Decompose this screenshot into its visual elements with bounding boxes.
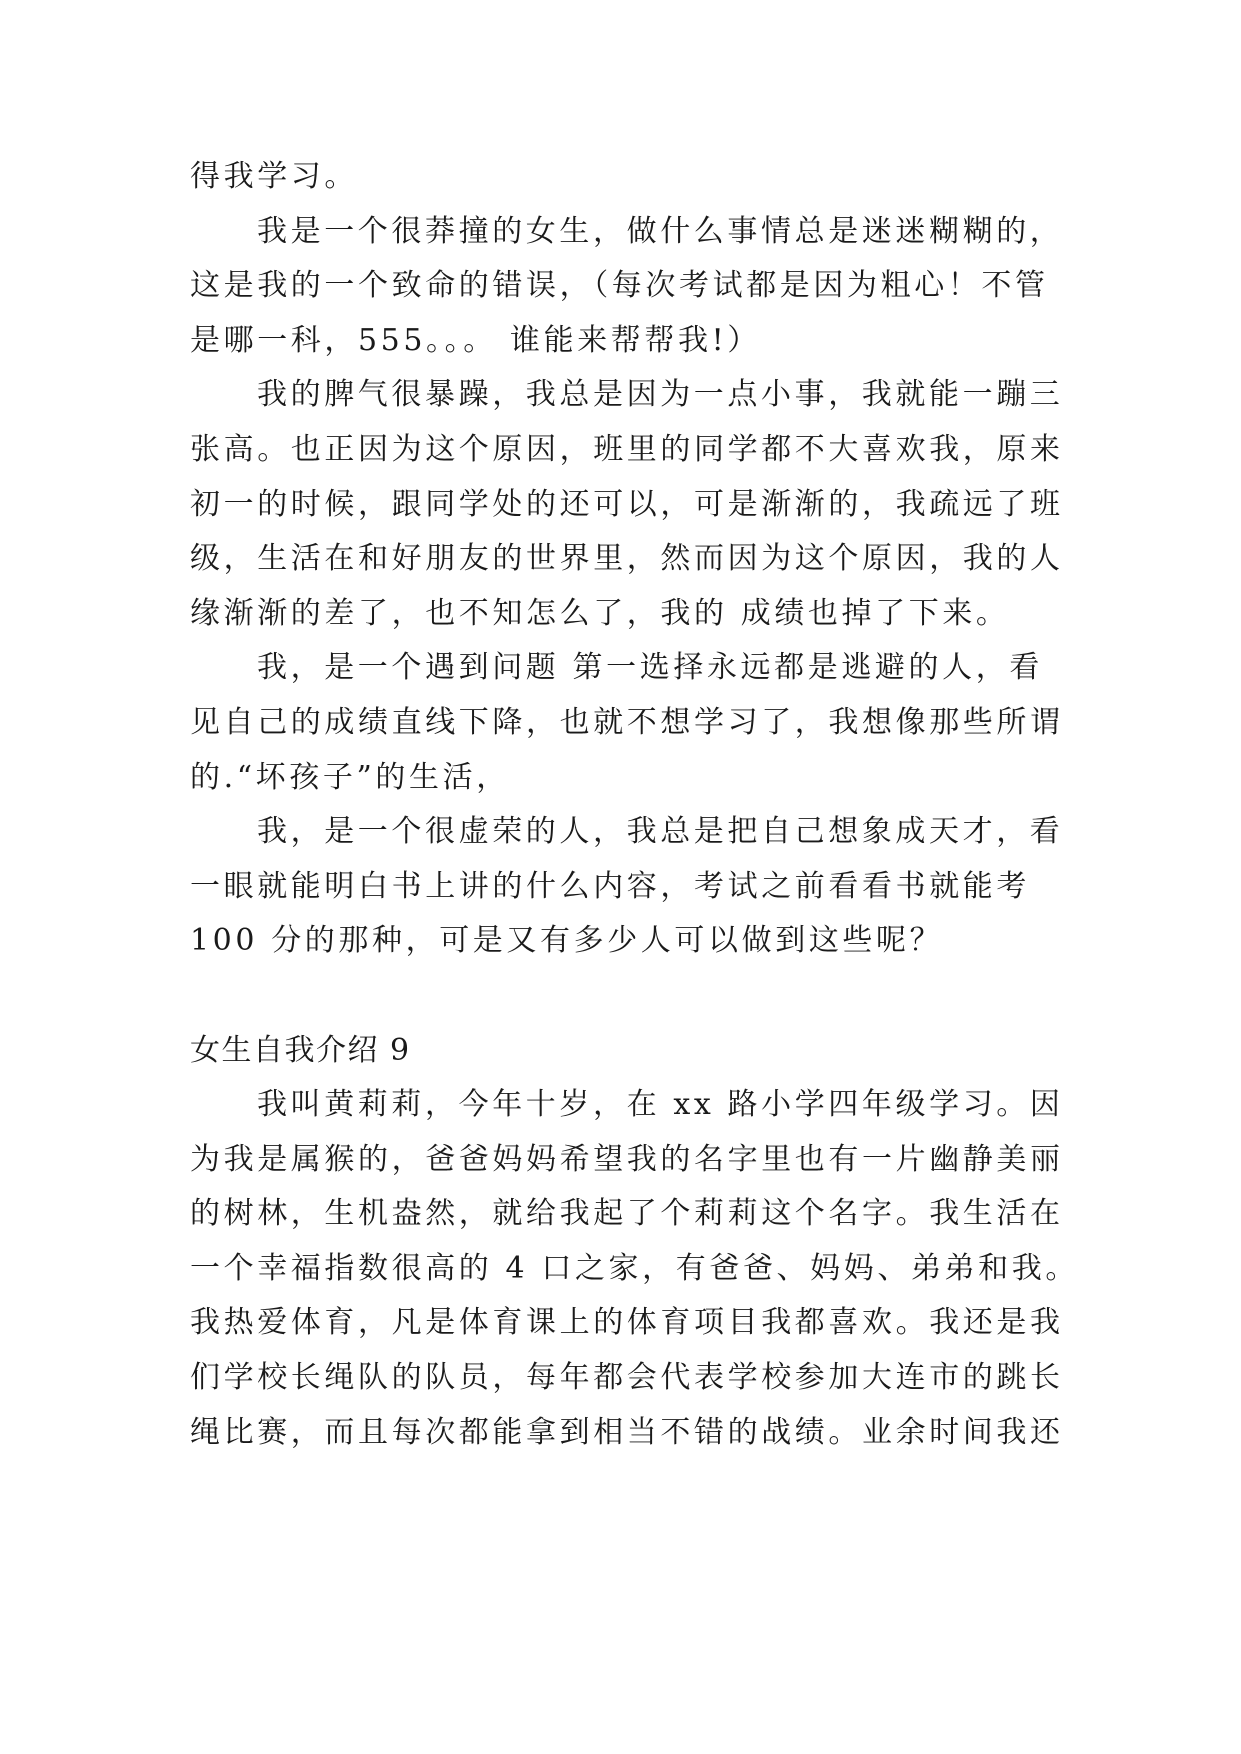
text-line: 为我是属猴的，爸爸妈妈希望我的名字里也有一片幽静美丽	[190, 1141, 1064, 1177]
text-line: 的.“坏孩子”的生活，	[190, 759, 510, 795]
text-line: 级，生活在和好朋友的世界里，然而因为这个原因，我的人	[190, 541, 1064, 577]
text-line: 100 分的那种，可是又有多少人可以做到这些呢？	[190, 923, 944, 959]
text-line: 我，是一个很虚荣的人，我总是把自己想象成天才，看	[257, 814, 1064, 850]
paragraph	[190, 1078, 1079, 1460]
text-line: 绳比赛，而且每次都能拿到相当不错的战绩。业余时间我还	[190, 1414, 1064, 1450]
text-line: 我的脾气很暴躁，我总是因为一点小事，我就能一蹦三	[257, 377, 1064, 413]
text-line: 得我学习。	[190, 159, 358, 194]
text-line: 我叫黄莉莉，今年十岁，在 xx 路小学四年级学习。因	[257, 1087, 1064, 1123]
text-line: 一个幸福指数很高的 4 口之家，有爸爸、妈妈、弟弟和我。	[190, 1250, 1079, 1286]
paragraph	[190, 641, 1070, 805]
paragraph	[190, 150, 1070, 205]
text-line: 一眼就能明白书上讲的什么内容，考试之前看看书就能考	[190, 868, 1030, 904]
text-line: 我是一个很莽撞的女生，做什么事情总是迷迷糊糊的，	[257, 213, 1064, 249]
text-line: 这是我的一个致命的错误，（每次考试都是因为粗心！不管	[190, 268, 1049, 304]
paragraph	[190, 805, 1070, 969]
text-line: 我热爱体育，凡是体育课上的体育项目我都喜欢。我还是我	[190, 1305, 1064, 1341]
paragraph	[190, 368, 1070, 641]
text-line: 的树林，生机盎然，就给我起了个莉莉这个名字。我生活在	[190, 1196, 1064, 1232]
text-line: 我，是一个遇到问题 第一选择永远都是逃避的人，看	[257, 650, 1043, 686]
text-line: 见自己的成绩直线下降，也就不想学习了，我想像那些所谓	[190, 704, 1064, 740]
text-line: 张高。也正因为这个原因，班里的同学都不大喜欢我，原来	[190, 431, 1064, 467]
text-line: 们学校长绳队的队员，每年都会代表学校参加大连市的跳长	[190, 1360, 1064, 1396]
document-body	[190, 150, 1079, 1460]
text-line: 是哪一科，555。。。 谁能来帮帮我!）	[190, 322, 761, 358]
section-spacer	[190, 969, 1070, 1024]
text-line: 缘渐渐的差了，也不知怎么了，我的 成绩也掉了下来。	[190, 595, 1010, 631]
text-line: 初一的时候，跟同学处的还可以，可是渐渐的，我疏远了班	[190, 486, 1064, 522]
section-heading: 女生自我介绍 9	[190, 1032, 411, 1068]
paragraph	[190, 205, 1070, 369]
